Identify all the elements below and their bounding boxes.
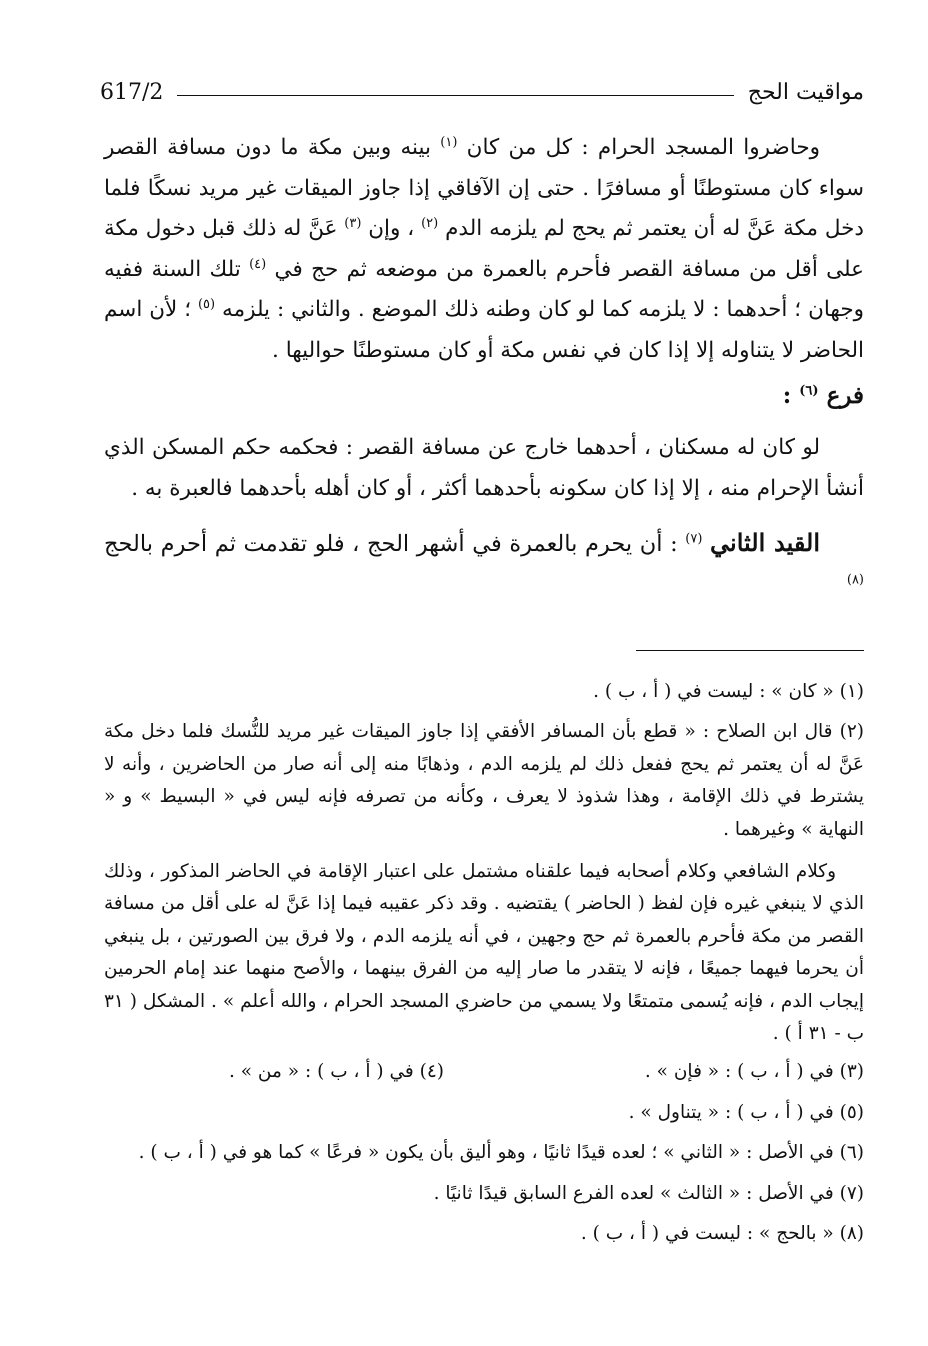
footnote-7: (٧) في الأصل : « الثالث » لعده الفرع السابق قيدًا ثانيًا . (433, 1182, 864, 1204)
footnote-ref-3[interactable]: (٣) (344, 216, 362, 232)
footnote-ref-5[interactable]: (٥) (197, 297, 216, 313)
header-rule (177, 95, 733, 96)
qayd-label: القيد الثاني (710, 528, 820, 558)
paragraph-hadirun: وحاضروا المسجد الحرام : كل من كان $^{(١)}$ بينه وبين مكة ما دون مسافة القصر سواء كان مستوطنًا أو مسافرًا . حتى إن الآفاقي إذا جاوز الميقات غير مريد نسكًا فلما دخل مكة عَنَّ له أن يعتمر ثم يحج لم يلزمه الدم $^{(٢)}$ ، وإن $^{(٣)}$ عَنَّ له ذلك قبل دخول مكة على أقل من مسافة القصر فأحرم بالعمرة من موضعه ثم حج في $^{(٤)}$ تلك السنة ففيه وجهان ؛ أحدهما : لا يلزمه كما لو كان وطنه ذلك الموضع . والثاني : يلزمه $^{(٥)}$ ؛ لأن اسم الحاضر لا يتناوله إلا إذا كان في نفس مكة أو كان مستوطنًا حواليها . (104, 134, 864, 363)
running-header (100, 72, 864, 112)
footnote-ref-4[interactable]: (٤) (249, 256, 267, 272)
section-heading-far: فرع $^{(٦)}$ : (782, 381, 864, 409)
footnote-row-3-4 (104, 1056, 864, 1088)
footnote-6: (٦) في الأصل : « الثاني » ؛ لعده قيدًا ثانيًا ، وهو أليق بأن يكون « فرعًا » كما هو في ( أ ، ب ) . (138, 1142, 864, 1164)
footnote-ref-6[interactable]: (٦) (799, 382, 819, 398)
chapter-title: مواقيت الحج (747, 79, 864, 105)
footnote-ref-8[interactable]: (٨) (846, 572, 864, 588)
footnotes (104, 676, 864, 1259)
footnote-2: (٢) قال ابن الصلاح : « قطع بأن المسافر الأفقي إذا جاوز الميقات غير مريد للنُّسك فلما دخل مكة عَنَّ له أن يعتمر ثم يحج ففعل ذلك لم يلزمه الدم ، وذهابًا منه إلى أنه صار من الحاضرين ، وأنه لا يشترط في ذلك الإقامة ، وهذا شذوذ لا يعرف ، وكأنه من تصرفه فإنه ليس في « البسيط » و « النهاية » وغيرهما . (104, 721, 864, 840)
footnote-ref-2[interactable]: (٢) (421, 216, 439, 232)
footnote-ref-7[interactable]: (٧) (685, 531, 703, 547)
main-text (104, 128, 864, 606)
footnote-4: (٤) في ( أ ، ب ) : « من » . (228, 1061, 444, 1083)
footnote-ref-1[interactable]: (١) (440, 134, 458, 150)
page-number: 617/2 (100, 79, 164, 105)
paragraph-maskanan: لو كان له مسكنان ، أحدهما خارج عن مسافة القصر : فحكمه حكم المسكن الذي أنشأ الإحرام منه ، إلا إذا كان سكونه بأحدهما أكثر ، أو كان أهله بأحدهما فالعبرة به . (104, 435, 864, 501)
footnote-1: (١) « كان » : ليست في ( أ ، ب ) . (593, 681, 864, 702)
footnote-8: (٨) « بالحج » : ليست في ( أ ، ب ) . (580, 1223, 864, 1245)
footnote-2-continued: وكلام الشافعي وكلام أصحابه فيما علقناه مشتمل على اعتبار الإقامة في الحاضر المذكور ، وذلك الذي لا ينبغي غيره فإن لفظ ( الحاضر ) يقتضيه . وقد ذكر عقيبه فيما إذا عَنَّ له على أقل من مسافة القصر من مكة فأحرم بالعمرة ثم حج وجهين ، في أنه يلزمه الدم ، ولا فرق بين الصورتين ، بل ينبغي أن يحرما فيهما جميعًا ، فإنه لا يتقدر ما صار إليه من الفرق بينهما ، والأصح منهما عند إمام الحرمين إيجاب الدم ، فإنه يُسمى متمتعًا ولا يسمي من حاضري المسجد الحرام ، والله أعلم » . المشكل ( ٣١ ب - ٣١ أ ) . (104, 861, 864, 1045)
footnote-separator (636, 650, 864, 651)
footnote-3: (٣) في ( أ ، ب ) : « فإن » . (644, 1061, 864, 1083)
footnote-5: (٥) في ( أ ، ب ) : « يتناول » . (628, 1101, 864, 1123)
paragraph-qayd-thani: القيد الثاني $^{(٧)}$ : أن يحرم بالعمرة في أشهر الحج ، فلو تقدمت ثم أحرم بالحج $^{(٨)}$ (104, 528, 864, 588)
